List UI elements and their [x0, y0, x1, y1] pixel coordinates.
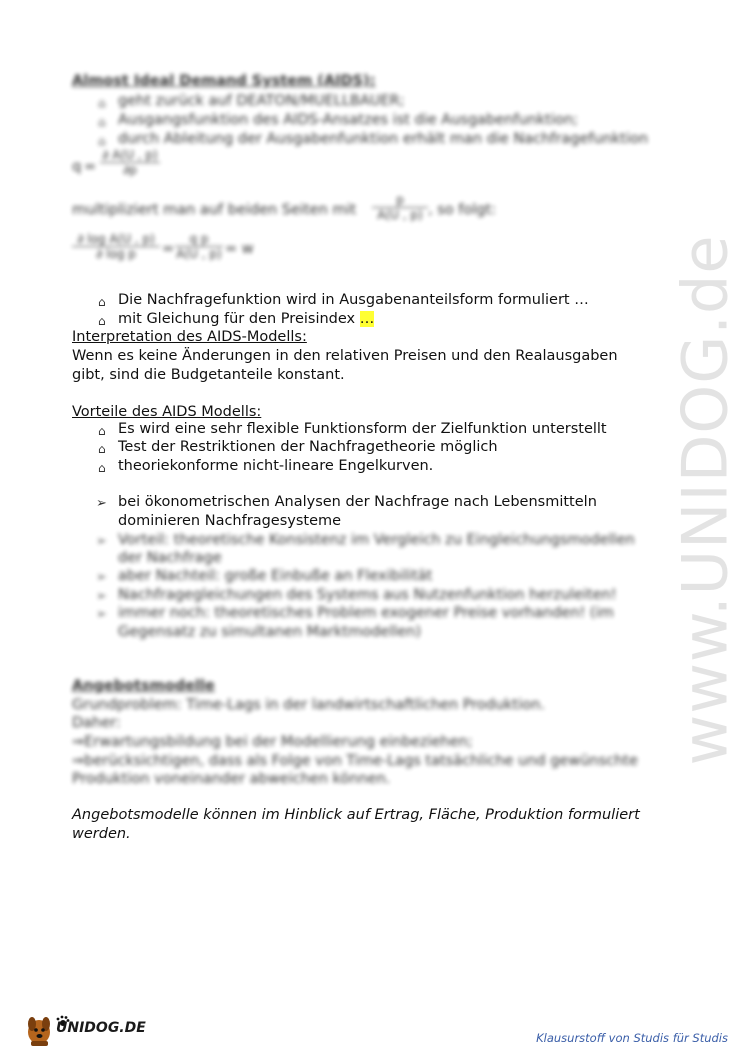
interpretation-line: Wenn es keine Änderungen in den relativen Preisen und den Realausgaben	[72, 348, 618, 364]
multiply-suffix: , so folgt:	[428, 202, 497, 218]
highlighted-ellipsis: …	[359, 311, 375, 327]
eq1-numerator: ∂ A(U , p)	[102, 148, 158, 162]
arrow-bullet-icon: ➢	[96, 570, 107, 585]
eq2-equals: =	[162, 241, 175, 257]
aids-bullet: geht zurück auf DEATON/MUELLBAUER;	[118, 93, 405, 109]
eq2-mid-denominator: A(U , p)	[176, 247, 222, 261]
arrow-line: immer noch: theoretisches Problem exogener Preise vorhanden! (im	[118, 605, 614, 621]
italic-note-line: werden.	[72, 826, 131, 842]
arrow-bullet-icon: ➢	[96, 589, 107, 604]
eq1-equals: =	[84, 159, 97, 175]
dog-mascot-icon	[28, 1017, 50, 1046]
vorteile-bullet: Test der Restriktionen der Nachfragetheorie möglich	[118, 439, 498, 455]
eq2-mid-numerator: q p	[189, 232, 209, 246]
angebot-line: Produktion voneinander abweichen können.	[72, 771, 391, 787]
preisindex-text: mit Gleichung für den Preisindex	[118, 311, 356, 327]
eq1-fraction	[100, 148, 160, 177]
aids-heading: Almost Ideal Demand System (AIDS):	[72, 73, 376, 89]
interpretation-heading: Interpretation des AIDS-Modells:	[72, 329, 307, 345]
arrow-line: dominieren Nachfragesysteme	[118, 513, 342, 529]
arrow-line: der Nachfrage	[118, 550, 222, 566]
eq2-right: = w	[225, 241, 254, 257]
vorteile-heading: Vorteile des AIDS Modells:	[72, 404, 262, 420]
arrow-line: Vorteil: theoretische Konsistenz im Vergleich zu Eingleichungsmodellen	[118, 532, 635, 548]
multiply-fraction	[372, 193, 428, 222]
angebot-heading: Angebotsmodelle	[72, 678, 215, 694]
bullet-icon: ⌂	[98, 115, 106, 129]
interpretation-line: gibt, sind die Budgetanteile konstant.	[72, 367, 345, 383]
eq2-denominator: ∂ log p	[72, 246, 160, 261]
watermark	[665, 234, 745, 766]
logo-text: UNIDOG.DE	[56, 1020, 146, 1036]
eq2-fraction-left	[72, 232, 160, 261]
vorteile-bullet: theoriekonforme nicht-lineare Engelkurven.	[118, 458, 434, 474]
aids-bullet: Ausgangsfunktion des AIDS-Ansatzes ist die Ausgabenfunktion;	[118, 112, 578, 128]
eq1-left: q	[72, 159, 82, 175]
arrow-bullet-icon: ➢	[96, 607, 107, 622]
angebot-line: ⇒berücksichtigen, dass als Folge von Time-Lags tatsächliche und gewünschte	[72, 753, 638, 769]
watermark-text: www.UNIDOG.de	[668, 234, 742, 766]
angebot-line: ⇒Erwartungsbildung bei der Modellierung einbeziehen;	[72, 734, 473, 750]
arrow-line: Gegensatz zu simultanen Marktmodellen)	[118, 624, 422, 640]
multiply-denominator: A(U , p)	[372, 207, 428, 222]
arrow-line: Nachfragegleichungen des Systems aus Nutzenfunktion herzuleiten!	[118, 587, 617, 603]
arrow-line: bei ökonometrischen Analysen der Nachfrage nach Lebensmitteln	[118, 494, 597, 510]
aids-bullet: durch Ableitung der Ausgabenfunktion erhält man die Nachfragefunktion	[118, 131, 649, 147]
bullet-icon: ⌂	[98, 295, 106, 309]
eq1-denominator: ∂p	[100, 162, 160, 177]
vorteile-bullet: Es wird eine sehr flexible Funktionsform der Zielfunktion unterstellt	[118, 421, 607, 437]
bullet-icon: ⌂	[98, 442, 106, 456]
bullet-icon: ⌂	[98, 134, 106, 148]
italic-note-line: Angebotsmodelle können im Hinblick auf Ertrag, Fläche, Produktion formuliert	[72, 807, 640, 823]
bullet-icon: ⌂	[98, 424, 106, 438]
multiply-numerator: p	[396, 193, 404, 207]
arrow-bullet-icon: ➢	[96, 534, 107, 549]
eq2-fraction-mid	[175, 232, 223, 261]
bullet-icon: ⌂	[98, 96, 106, 110]
bullet-icon: ⌂	[98, 461, 106, 475]
arrow-bullet-icon: ➢	[96, 496, 107, 511]
angebot-line: Grundproblem: Time-Lags in der landwirtschaftlichen Produktion.	[72, 697, 545, 713]
angebot-line: Daher:	[72, 715, 121, 731]
bullet-icon: ⌂	[98, 314, 106, 328]
preisindex-bullet	[118, 310, 374, 329]
arrow-line: aber Nachteil: große Einbuße an Flexibilität	[118, 568, 433, 584]
demand-bullet: Die Nachfragefunktion wird in Ausgabenanteilsform formuliert …	[118, 292, 589, 308]
footer-tagline: Klausurstoff von Studis für Studis	[536, 1031, 728, 1045]
eq2-numerator: ∂ log A(U , p)	[77, 232, 155, 246]
multiply-text: multipliziert man auf beiden Seiten mit	[72, 202, 357, 218]
